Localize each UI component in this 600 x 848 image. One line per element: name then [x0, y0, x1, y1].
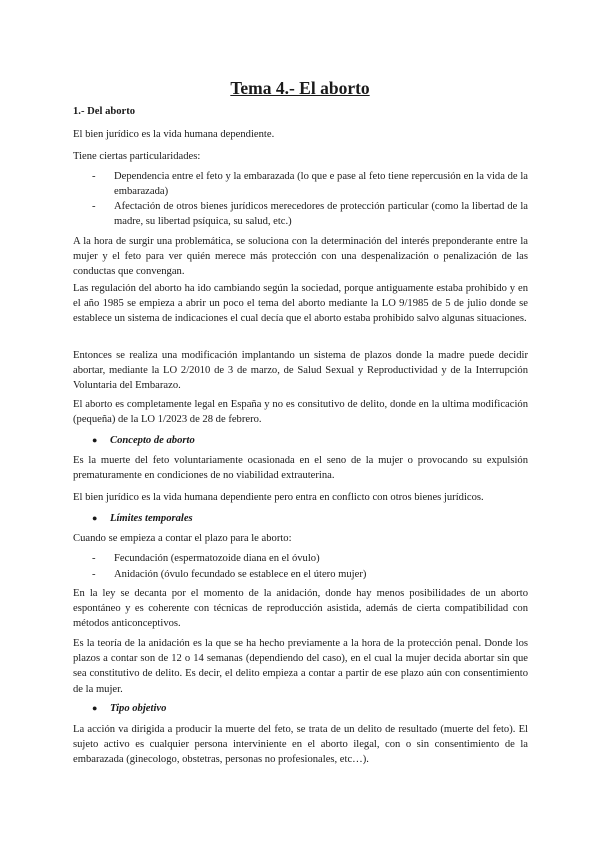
paragraph-modificacion: Entonces se realiza una modificación implantando un sistema de plazos donde la madre puede decidir abortar, mediante la LO 2/2010 de 3 de marzo, de Salud Sexual y Reproductividad y de la Interrupción Voluntaria del Embarazo.: [73, 350, 528, 392]
paragraph-particularidades: Tiene ciertas particularidades:: [73, 151, 201, 162]
section-heading: 1.- Del aborto: [73, 106, 136, 117]
list-item-text: Afectación de otros bienes jurídicos merecedores de protección particular (como la libertad de la madre, su libertad psíquica, su salud, etc.): [114, 201, 528, 228]
dash-marker: -: [92, 171, 96, 182]
bullet-icon: ●: [92, 435, 98, 445]
paragraph-bien-juridico: El bien jurídico es la vida humana dependiente.: [73, 129, 275, 140]
paragraph-anidacion-ley: En la ley se decanta por el momento de la anidación, donde hay menos posibilidades de un aborto espontáneo y es coherente con técnicas de reproducción asistida, además de cierta compatibilidad con métodos anticonceptivos.: [73, 588, 528, 630]
dash-marker: -: [92, 553, 96, 564]
paragraph-bien-conflicto: El bien jurídico es la vida humana dependiente pero entra en conflicto con otros bienes jurídicos.: [73, 492, 484, 503]
list-item-text: Fecundación (espermatozoide diana en el óvulo): [114, 553, 320, 564]
dash-marker: -: [92, 201, 96, 212]
paragraph-problematica: A la hora de surgir una problemática, se soluciona con la determinación del interés preponderante entre la mujer y el feto para ver quién merece más protección con una despenalización o penalización de las conductas que convengan.: [73, 236, 528, 278]
bullet-heading-text: Concepto de aborto: [110, 435, 195, 446]
paragraph-teoria-anidacion: Es la teoría de la anidación es la que se ha hecho previamente a la hora de la protección penal. Donde los plazos a contar son de 12 o 14 semanas (dependiendo del caso), en el cual la mujer decida abortar sin que sea constitutivo de delito. Es decir, el delito empieza a contar a partir de ese plazo aún con consentimiento de la mujer.: [73, 638, 528, 695]
paragraph-legalidad: El aborto es completamente legal en España y no es consitutivo de delito, donde en la ultima modificación (pequeña) de la LO 1/2023 de 28 de febrero.: [73, 399, 528, 426]
paragraph-concepto: Es la muerte del feto voluntariamente ocasionada en el seno de la mujer o provocando su expulsión prematuramente en condiciones de no viabilidad extrauterina.: [73, 455, 528, 482]
paragraph-tipo-objetivo: La acción va dirigida a producir la muerte del feto, se trata de un delito de resultado (muerte del feto). El sujeto activo es cualquier persona interviniente en el aborto ilegal, con o sin consentimiento de la embarazada (ginecologo, obstetras, personas no profesionales, etc…).: [73, 724, 528, 766]
list-item-text: Anidación (óvulo fecundado se establece en el útero mujer): [114, 569, 367, 580]
paragraph-plazo: Cuando se empieza a contar el plazo para le aborto:: [73, 533, 292, 544]
list-item-text: Dependencia entre el feto y la embarazada (lo que e pase al feto tiene repercusión en la vida de la embarazada): [114, 171, 528, 198]
bullet-heading-text: Límites temporales: [110, 513, 193, 524]
page-title: Tema 4.- El aborto: [230, 78, 370, 98]
bullet-icon: ●: [92, 703, 98, 713]
paragraph-regulacion: Las regulación del aborto ha ido cambiando según la sociedad, porque antiguamente estaba prohibido y en el año 1985 se empieza a abrir un poco el tema del aborto mediante la LO 9/1985 de 5 de julio donde se establece un sistema de indicaciones el cual decía que el aborto estaba prohibido salvo algunas situaciones.: [73, 283, 528, 325]
bullet-icon: ●: [92, 513, 98, 523]
bullet-heading-text: Tipo objetivo: [110, 703, 167, 714]
dash-marker: -: [92, 569, 96, 580]
